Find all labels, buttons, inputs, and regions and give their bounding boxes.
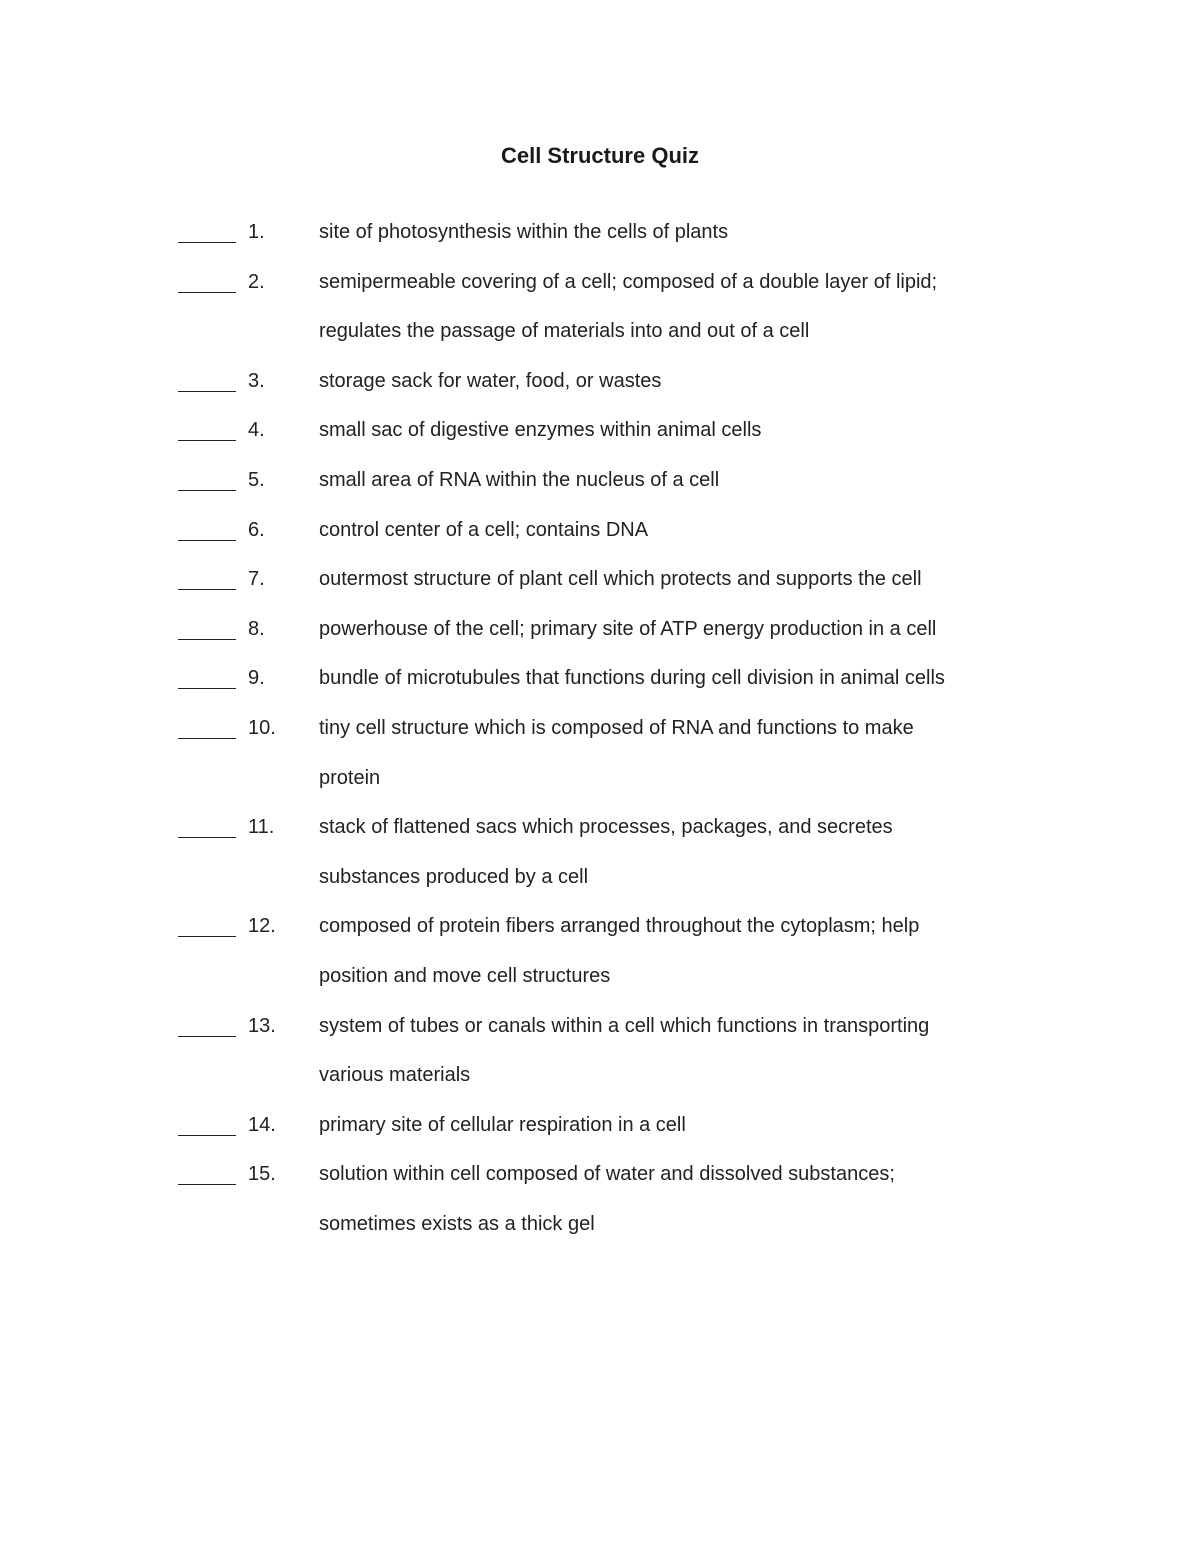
question-first-line — [0, 710, 1200, 760]
question-continuation-line — [0, 313, 1200, 363]
answer-blank[interactable] — [178, 1156, 236, 1192]
question-text: protein — [319, 766, 381, 789]
question-first-line — [0, 809, 1200, 859]
question-text: bundle of microtubules that functions during cell division in animal cells — [319, 667, 945, 690]
question-text: outermost structure of plant cell which protects and supports the cell — [319, 568, 922, 591]
question-first-line — [0, 660, 1200, 710]
question-number: 9. — [248, 667, 265, 690]
quiz-question-15 — [0, 1156, 1200, 1255]
quiz-question-8 — [0, 611, 1200, 661]
quiz-question-10 — [0, 710, 1200, 809]
question-first-line — [0, 214, 1200, 264]
question-number: 14. — [248, 1113, 276, 1136]
quiz-question-4 — [0, 412, 1200, 462]
quiz-question-2 — [0, 264, 1200, 363]
question-continuation-line — [0, 1206, 1200, 1256]
question-first-line — [0, 363, 1200, 413]
question-continuation-line — [0, 958, 1200, 1008]
answer-blank[interactable] — [178, 412, 236, 448]
question-text: primary site of cellular respiration in a cell — [319, 1113, 686, 1136]
question-number: 3. — [248, 369, 265, 392]
question-number: 15. — [248, 1163, 276, 1186]
question-text: storage sack for water, food, or wastes — [319, 369, 662, 392]
question-text: control center of a cell; contains DNA — [319, 518, 649, 541]
answer-blank[interactable] — [178, 611, 236, 647]
answer-blank[interactable] — [178, 264, 236, 300]
answer-blank[interactable] — [178, 1107, 236, 1143]
quiz-question-1 — [0, 214, 1200, 264]
answer-blank[interactable] — [178, 462, 236, 498]
question-text: site of photosynthesis within the cells of plants — [319, 221, 729, 243]
question-text: regulates the passage of materials into and out of a cell — [319, 320, 810, 343]
question-first-line — [0, 908, 1200, 958]
quiz-question-list — [0, 214, 1200, 1255]
question-number: 5. — [248, 468, 265, 491]
question-first-line — [0, 1107, 1200, 1157]
question-text: system of tubes or canals within a cell which functions in transporting — [319, 1014, 930, 1037]
question-number: 12. — [248, 915, 276, 938]
question-first-line — [0, 512, 1200, 562]
question-text: sometimes exists as a thick gel — [319, 1212, 595, 1235]
question-number: 10. — [248, 716, 276, 739]
question-text: semipermeable covering of a cell; composed of a double layer of lipid; — [319, 270, 938, 293]
question-text: stack of flattened sacs which processes, packages, and secretes — [319, 816, 893, 839]
quiz-question-12 — [0, 908, 1200, 1007]
question-first-line — [0, 561, 1200, 611]
answer-blank[interactable] — [178, 908, 236, 944]
quiz-question-9 — [0, 660, 1200, 710]
answer-blank[interactable] — [178, 512, 236, 548]
question-continuation-line — [0, 859, 1200, 909]
question-number: 7. — [248, 568, 265, 591]
question-first-line — [0, 1156, 1200, 1206]
quiz-question-6 — [0, 512, 1200, 562]
answer-blank[interactable] — [178, 363, 236, 399]
question-text: tiny cell structure which is composed of RNA and functions to make — [319, 716, 914, 739]
answer-blank[interactable] — [178, 710, 236, 746]
question-text: composed of protein fibers arranged throughout the cytoplasm; help — [319, 915, 920, 938]
question-number: 2. — [248, 270, 265, 293]
question-number: 8. — [248, 617, 265, 640]
answer-blank[interactable] — [178, 809, 236, 845]
question-first-line — [0, 462, 1200, 512]
quiz-question-5 — [0, 462, 1200, 512]
question-number: 13. — [248, 1014, 276, 1037]
answer-blank[interactable] — [178, 214, 236, 250]
question-continuation-line — [0, 1057, 1200, 1107]
question-text: various materials — [319, 1064, 471, 1087]
question-text: small area of RNA within the nucleus of a cell — [319, 468, 720, 491]
question-first-line — [0, 1008, 1200, 1058]
question-number: 6. — [248, 518, 265, 541]
quiz-question-14 — [0, 1107, 1200, 1157]
quiz-question-7 — [0, 561, 1200, 611]
question-first-line — [0, 611, 1200, 661]
question-first-line — [0, 412, 1200, 462]
question-number: 1. — [248, 221, 265, 243]
question-text: powerhouse of the cell; primary site of ATP energy production in a cell — [319, 617, 937, 640]
answer-blank[interactable] — [178, 1008, 236, 1044]
question-text: small sac of digestive enzymes within animal cells — [319, 419, 762, 442]
quiz-question-3 — [0, 363, 1200, 413]
question-number: 4. — [248, 419, 265, 442]
question-text: solution within cell composed of water and dissolved substances; — [319, 1163, 895, 1186]
question-text: substances produced by a cell — [319, 865, 589, 888]
quiz-question-13 — [0, 1008, 1200, 1107]
answer-blank[interactable] — [178, 660, 236, 696]
question-number: 11. — [248, 816, 275, 839]
answer-blank[interactable] — [178, 561, 236, 597]
question-continuation-line — [0, 760, 1200, 810]
question-text: position and move cell structures — [319, 964, 611, 987]
page-title: Cell Structure Quiz — [500, 143, 700, 168]
quiz-question-11 — [0, 809, 1200, 908]
question-first-line — [0, 264, 1200, 314]
